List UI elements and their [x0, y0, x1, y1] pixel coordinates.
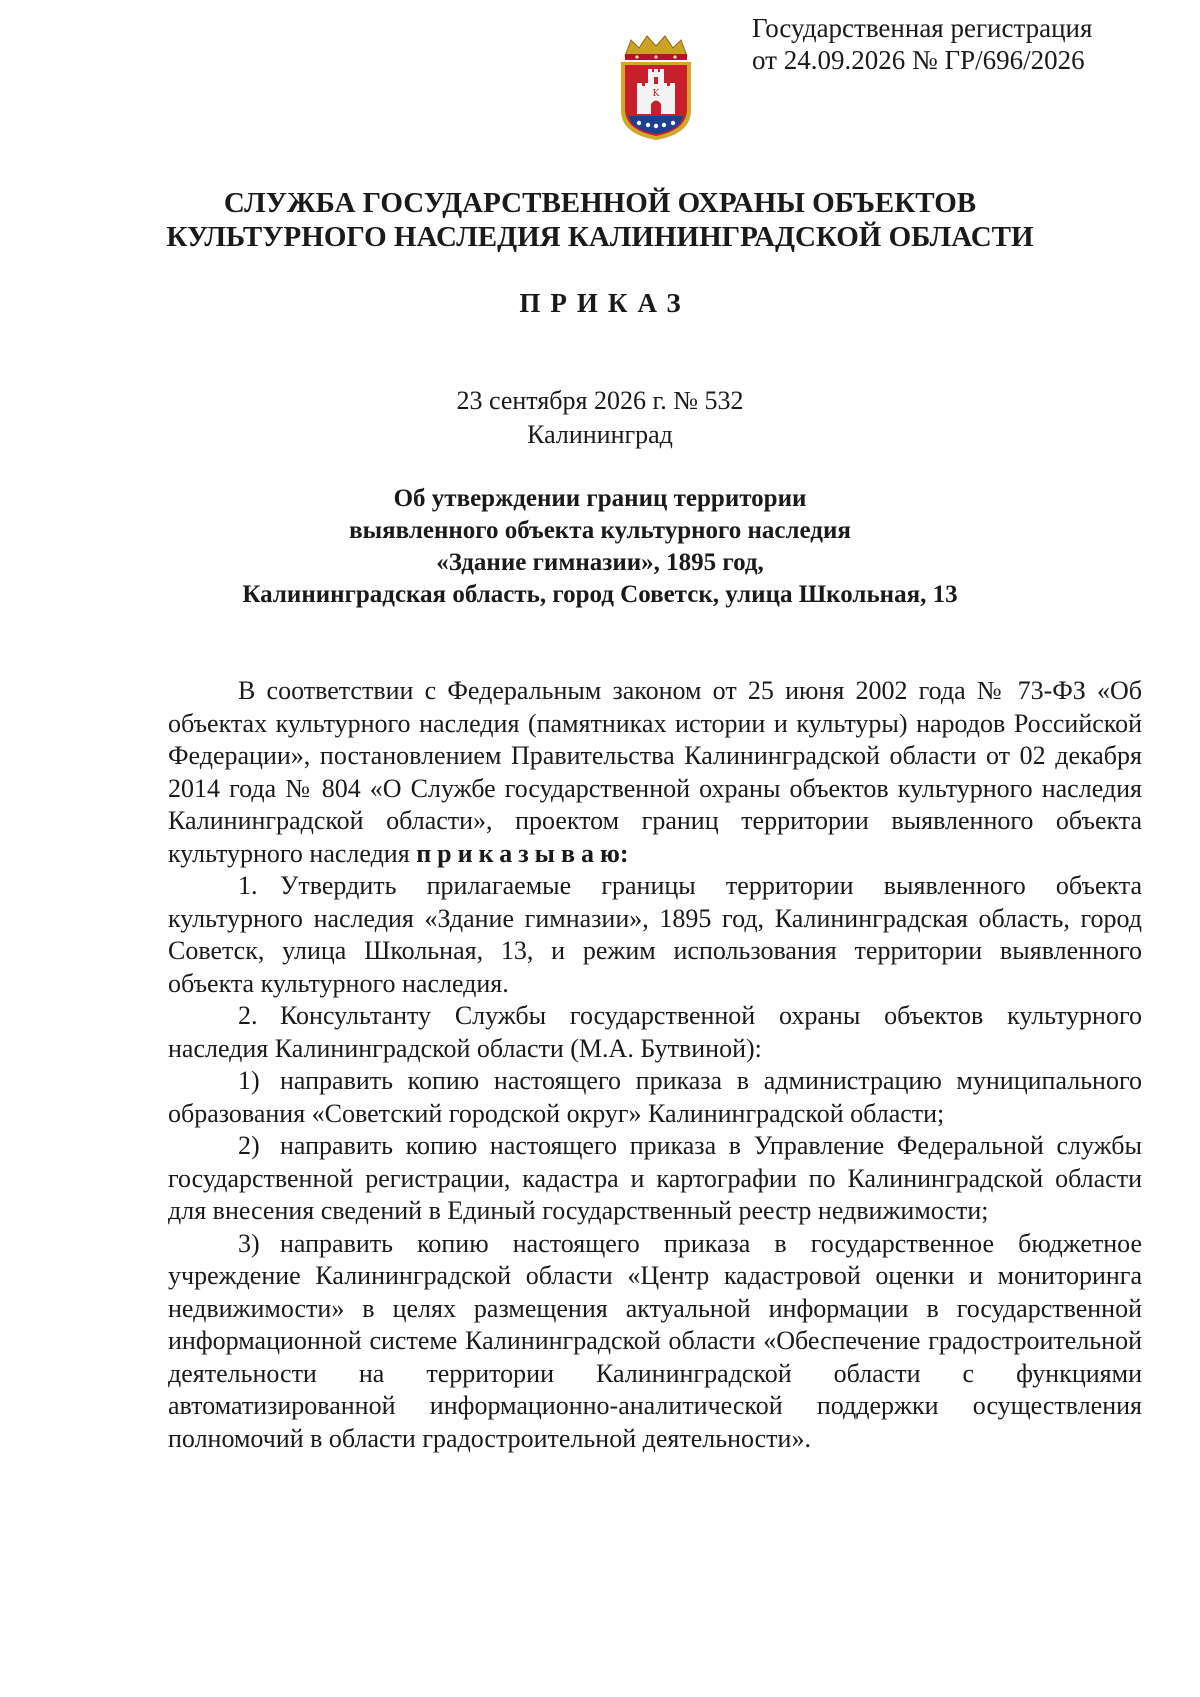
item-1-paragraph — [168, 870, 1142, 1000]
svg-text:K: K — [652, 89, 660, 99]
organization-line-1: СЛУЖБА ГОСУДАРСТВЕННОЙ ОХРАНЫ ОБЪЕКТОВ — [223, 187, 977, 219]
order-word: приказыва — [416, 838, 600, 868]
subitem-1-number: 1) — [238, 1066, 260, 1095]
subitem-3-number: 3) — [238, 1228, 260, 1258]
item-1-number: 1. — [238, 871, 258, 900]
order-word-tail: ю: — [599, 838, 629, 868]
subitem-2-text: направить копию настоящего приказа в Управление Федеральной службы государственной регистрации, кадастра и картографии по Калининградской области для внесения сведений в Единый государственный реестр недвижимости; — [168, 1131, 1142, 1225]
organization-line-2: КУЛЬТУРНОГО НАСЛЕДИЯ КАЛИНИНГРАДСКОЙ ОБЛАСТИ — [166, 221, 1034, 253]
document-body — [168, 675, 1142, 1455]
item-2-text: Консультанту Службы государственной охраны объектов культурного наследия Калининградской области (М.А. Бутвиной): — [168, 1001, 1142, 1063]
date-number: 23 сентября 2026 г. № 532 — [456, 386, 744, 415]
document-subject — [0, 483, 1200, 611]
subject-line-1: Об утверждении границ территории — [393, 485, 807, 512]
kaliningrad-coat-of-arms-icon — [617, 34, 695, 142]
registration-line-1: Государственная регистрация — [752, 13, 1093, 43]
state-registration-stamp — [752, 12, 1092, 76]
subitem-3-paragraph — [168, 1228, 1142, 1456]
crown-icon — [625, 36, 687, 60]
subject-line-3: «Здание гимназии», 1895 год, — [436, 549, 764, 576]
preamble-paragraph — [168, 675, 1142, 870]
subitem-3-text: направить копию настоящего приказа в государственное бюджетное учреждение Калининградской области «Центр кадастровой оценки и мониторинга недвижимости» в целях размещения актуальной информации в государственной информационной системе Калининградской области «Обеспечение градостроительной деятельности на территории Калининградской области с функциями автоматизированной информационно-аналитической поддержки осуществления полномочий в области градостроительной деятельности». — [168, 1228, 1142, 1453]
city: Калининград — [527, 420, 673, 449]
subject-line-4: Калининградская область, город Советск, улица Школьная, 13 — [242, 581, 958, 608]
subitem-2-paragraph — [168, 1130, 1142, 1228]
item-2-paragraph — [168, 1000, 1142, 1065]
document-type: ПРИКАЗ — [519, 288, 691, 318]
subitem-2-number: 2) — [238, 1131, 260, 1160]
date-and-place — [0, 384, 1200, 452]
organization-name — [0, 186, 1200, 254]
item-2-number: 2. — [238, 1001, 258, 1030]
subitem-1-paragraph — [168, 1065, 1142, 1130]
registration-line-2: от 24.09.2026 № ГР/696/2026 — [752, 45, 1085, 75]
preamble-text: В соответствии с Федеральным законом от 25 июня 2002 года № 73-ФЗ «Об объектах культурного наследия (памятниках истории и культуры) народов Российской Федерации», постановлением Правительства Калининградской области от 02 декабря 2014 года № 804 «О Службе государственной охраны объектов культурного наследия Калининградской области», проектом границ территории выявленного объекта культурного наследия — [168, 676, 1142, 868]
subject-line-2: выявленного объекта культурного наследия — [349, 517, 851, 544]
subitem-1-text: направить копию настоящего приказа в администрацию муниципального образования «Советский городской округ» Калининградской области; — [168, 1066, 1142, 1128]
item-1-text: Утвердить прилагаемые границы территории выявленного объекта культурного наследия «Здание гимназии», 1895 год, Калининградская область, город Советск, улица Школьная, 13, и режим использования территории выявленного объекта культурного наследия. — [168, 871, 1142, 998]
